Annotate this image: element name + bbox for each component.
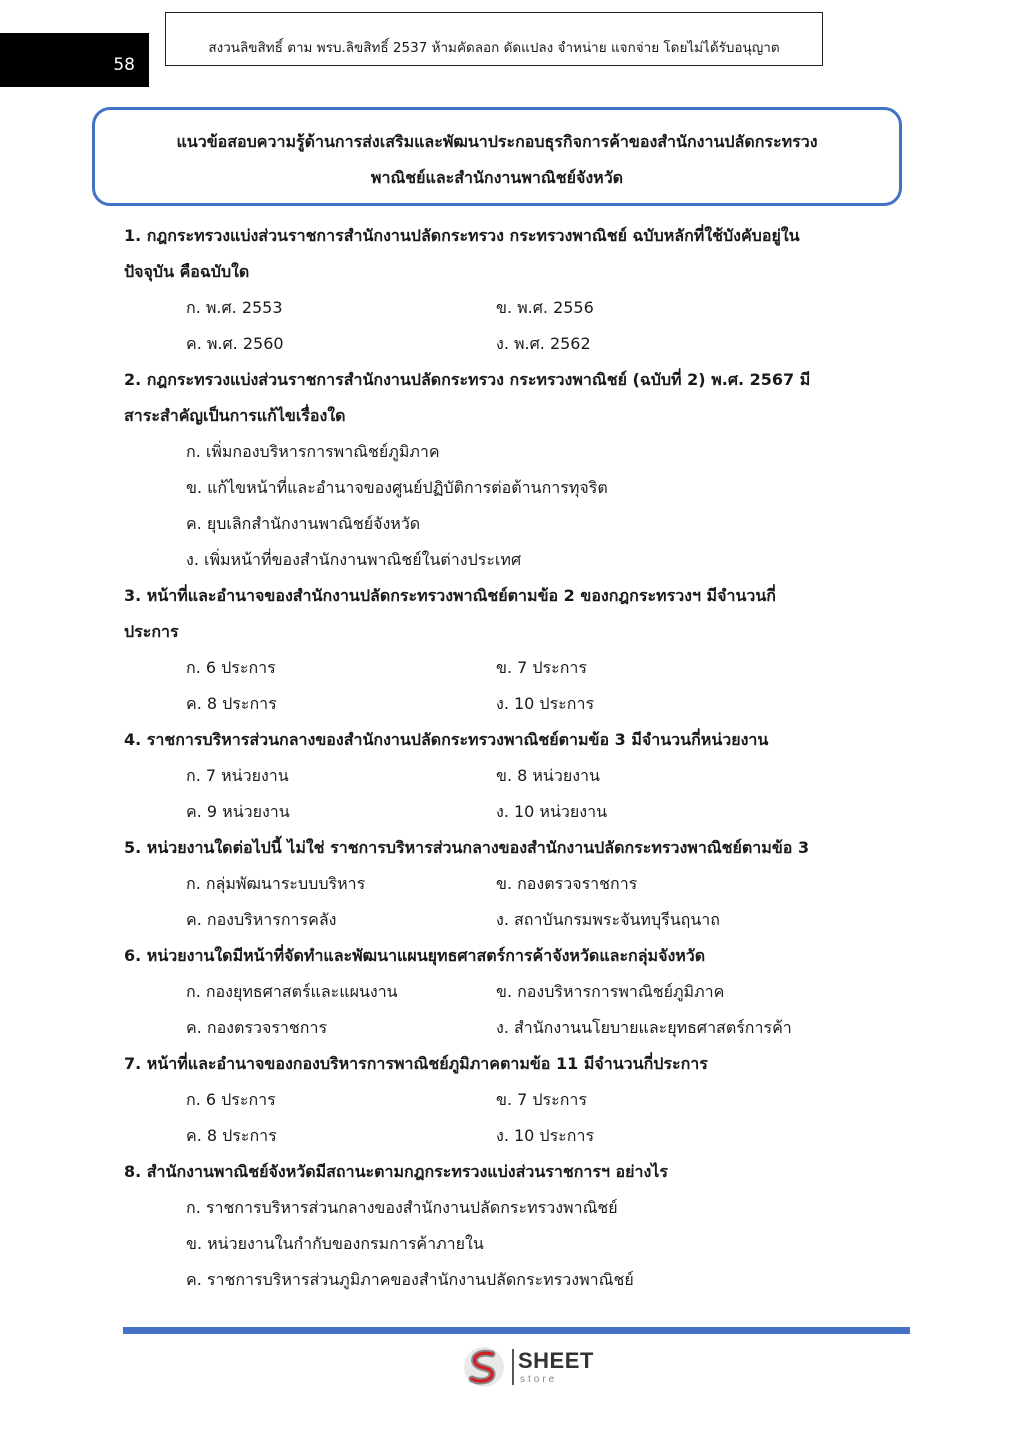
option-b: ข. 7 ประการ [496, 1090, 587, 1109]
question-text: 5. หน่วยงานใดต่อไปนี้ ไม่ใช่ ราชการบริหารส่วนกลางของสำนักงานปลัดกระทรวงพาณิชย์ตามข้อ 3 [124, 838, 810, 857]
option-a: ก. ราชการบริหารส่วนกลางของสำนักงานปลัดกระทรวงพาณิชย์ [186, 1198, 618, 1217]
question-text-cont: สาระสำคัญเป็นการแก้ไขเรื่องใด [124, 406, 346, 425]
option-c: ค. 9 หน่วยงาน [186, 802, 290, 821]
exam-title-box [92, 107, 902, 206]
question-text: 7. หน้าที่และอำนาจของกองบริหารการพาณิชย์ภูมิภาคตามข้อ 11 มีจำนวนกี่ประการ [124, 1054, 708, 1073]
option-d: ง. เพิ่มหน้าที่ของสำนักงานพาณิชย์ในต่างประเทศ [186, 550, 522, 569]
option-d: ง. สำนักงานนโยบายและยุทธศาสตร์การค้า [496, 1018, 792, 1037]
option-b: ข. แก้ไขหน้าที่และอำนาจของศูนย์ปฏิบัติการต่อต้านการทุจริต [186, 478, 608, 497]
option-d: ง. สถาบันกรมพระจันทบุรีนฤนาถ [496, 910, 720, 929]
question-text-cont: ประการ [124, 622, 179, 641]
s-swoosh-logo-icon [462, 1345, 506, 1389]
question-text: 3. หน้าที่และอำนาจของสำนักงานปลัดกระทรวงพาณิชย์ตามข้อ 2 ของกฎกระทรวงฯ มีจำนวนกี่ [124, 586, 776, 605]
question-text: 1. กฎกระทรวงแบ่งส่วนราชการสำนักงานปลัดกระทรวง กระทรวงพาณิชย์ ฉบับหลักที่ใช้บังคับอยู่ใน [124, 226, 800, 245]
option-c: ค. 8 ประการ [186, 1126, 277, 1145]
option-c: ค. 8 ประการ [186, 694, 277, 713]
question-5 [124, 830, 894, 938]
option-c: ค. กองบริหารการคลัง [186, 910, 337, 929]
logo-wordmark: SHEET [518, 1348, 594, 1373]
footer-divider [123, 1327, 910, 1334]
question-2 [124, 362, 894, 578]
logo-separator [512, 1349, 514, 1385]
page-number-box [0, 33, 149, 87]
option-d: ง. 10 ประการ [496, 1126, 595, 1145]
option-b: ข. 7 ประการ [496, 658, 587, 677]
option-a: ก. กองยุทธศาสตร์และแผนงาน [186, 982, 398, 1001]
option-c: ค. ยุบเลิกสำนักงานพาณิชย์จังหวัด [186, 514, 421, 533]
option-d: ง. พ.ศ. 2562 [496, 334, 591, 353]
question-text: 8. สำนักงานพาณิชย์จังหวัดมีสถานะตามกฎกระทรวงแบ่งส่วนราชการฯ อย่างไร [124, 1162, 668, 1181]
question-text: 4. ราชการบริหารส่วนกลางของสำนักงานปลัดกระทรวงพาณิชย์ตามข้อ 3 มีจำนวนกี่หน่วยงาน [124, 730, 769, 749]
question-3 [124, 578, 894, 722]
exam-title-line-2: พาณิชย์และสำนักงานพาณิชย์จังหวัด [370, 168, 624, 187]
logo-subtext: store [520, 1374, 558, 1385]
question-8 [124, 1154, 894, 1298]
option-b: ข. กองตรวจราชการ [496, 874, 638, 893]
option-a: ก. พ.ศ. 2553 [186, 298, 283, 317]
sheet-store-logo [462, 1343, 622, 1393]
page-number: 58 [113, 55, 135, 75]
question-6 [124, 938, 894, 1046]
question-4 [124, 722, 894, 830]
question-text: 2. กฎกระทรวงแบ่งส่วนราชการสำนักงานปลัดกระทรวง กระทรวงพาณิชย์ (ฉบับที่ 2) พ.ศ. 2567 มี [124, 370, 811, 389]
option-d: ง. 10 หน่วยงาน [496, 802, 608, 821]
question-1 [124, 218, 894, 362]
option-a: ก. กลุ่มพัฒนาระบบบริหาร [186, 874, 366, 893]
question-text: 6. หน่วยงานใดมีหน้าที่จัดทำและพัฒนาแผนยุทธศาสตร์การค้าจังหวัดและกลุ่มจังหวัด [124, 946, 706, 965]
option-c: ค. กองตรวจราชการ [186, 1018, 328, 1037]
option-c: ค. พ.ศ. 2560 [186, 334, 284, 353]
option-a: ก. 7 หน่วยงาน [186, 766, 289, 785]
question-text-cont: ปัจจุบัน คือฉบับใด [124, 262, 250, 281]
exam-title-line-1: แนวข้อสอบความรู้ด้านการส่งเสริมและพัฒนาประกอบธุรกิจการค้าของสำนักงานปลัดกระทรวง [176, 132, 818, 151]
question-list [124, 218, 894, 1298]
option-d: ง. 10 ประการ [496, 694, 595, 713]
copyright-notice [165, 12, 823, 66]
option-c: ค. ราชการบริหารส่วนภูมิภาคของสำนักงานปลัดกระทรวงพาณิชย์ [186, 1270, 634, 1289]
question-7 [124, 1046, 894, 1154]
option-b: ข. พ.ศ. 2556 [496, 298, 594, 317]
option-b: ข. 8 หน่วยงาน [496, 766, 600, 785]
option-a: ก. เพิ่มกองบริหารการพาณิชย์ภูมิภาค [186, 442, 440, 461]
option-a: ก. 6 ประการ [186, 1090, 276, 1109]
option-b: ข. กองบริหารการพาณิชย์ภูมิภาค [496, 982, 725, 1001]
option-a: ก. 6 ประการ [186, 658, 276, 677]
option-b: ข. หน่วยงานในกำกับของกรมการค้าภายใน [186, 1234, 484, 1253]
copyright-text: สงวนลิขสิทธิ์ ตาม พรบ.ลิขสิทธิ์ 2537 ห้ามคัดลอก ดัดแปลง จำหน่าย แจกจ่าย โดยไม่ได้รับอนุญาต [208, 40, 780, 56]
